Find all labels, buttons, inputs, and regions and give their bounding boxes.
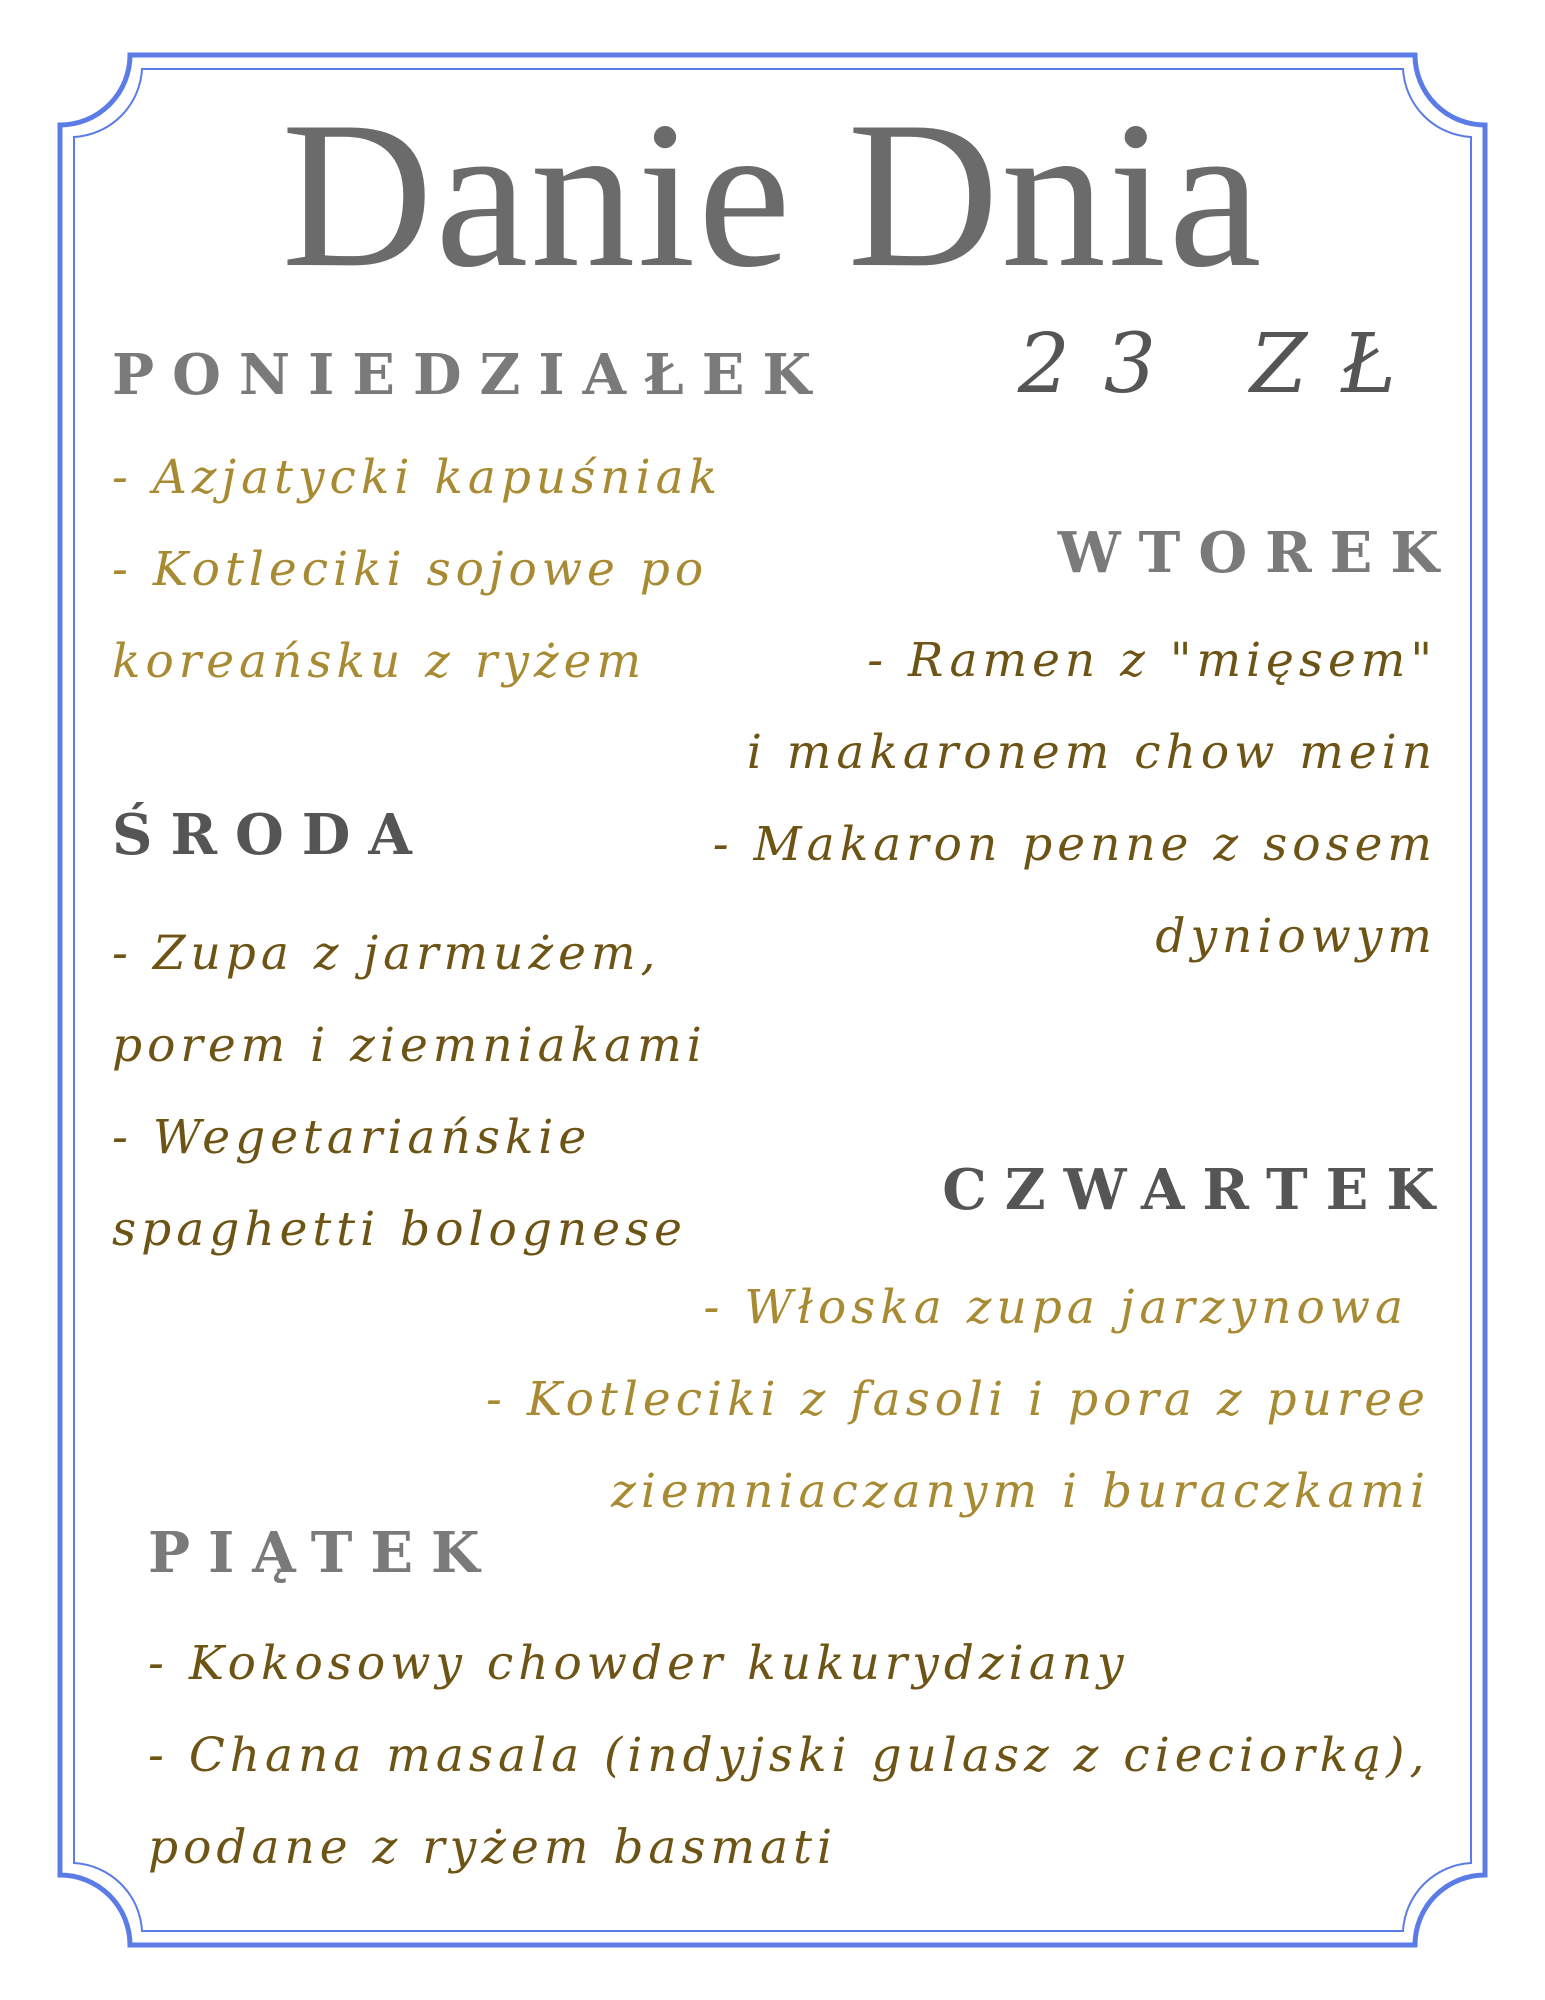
day-heading-monday: PONIEDZIAŁEK (112, 342, 830, 408)
dish-line: - Kotleciki z fasoli i pora z puree (486, 1372, 1430, 1427)
day-heading-friday: PIĄTEK (148, 1520, 498, 1586)
dish-line: podane z ryżem basmati (148, 1820, 838, 1875)
day-heading-tuesday: WTOREK (1057, 520, 1457, 586)
day-heading-thursday: CZWARTEK (942, 1157, 1453, 1223)
dish-line: - Wegetariańskie (112, 1110, 592, 1165)
dish-line: - Ramen z "mięsem" (867, 633, 1437, 688)
dish-line: - Azjatycki kapuśniak (112, 450, 723, 505)
dish-line: dyniowym (1155, 909, 1437, 964)
dish-line: - Chana masala (indyjski gulasz z cieciorką), (148, 1728, 1430, 1783)
day-heading-wednesday: ŚRODA (112, 802, 430, 868)
dish-list-thursday (486, 1262, 1430, 1538)
dish-line: porem i ziemniakami (112, 1018, 707, 1073)
dish-line: koreańsku z ryżem (112, 634, 647, 689)
dish-line: - Makaron penne z sosem (712, 817, 1437, 872)
dish-line: - Włoska zupa jarzynowa (703, 1280, 1408, 1335)
dish-line: i makaronem chow mein (746, 725, 1437, 780)
dish-line: - Kotleciki sojowe po (112, 542, 709, 597)
dish-line: ziemniaczanym i buraczkami (611, 1464, 1430, 1519)
dish-list-tuesday (713, 615, 1437, 983)
dish-line: spaghetti bolognese (112, 1202, 687, 1257)
page-title: Danie Dnia (281, 79, 1264, 311)
dish-list-wednesday (112, 908, 707, 1276)
price-label: 23 ZŁ (1017, 317, 1430, 412)
dish-list-monday (112, 432, 722, 708)
dish-line: - Zupa z jarmużem, (112, 926, 661, 981)
dish-line: - Kokosowy chowder kukurydziany (148, 1636, 1129, 1691)
dish-list-friday (148, 1618, 1429, 1894)
